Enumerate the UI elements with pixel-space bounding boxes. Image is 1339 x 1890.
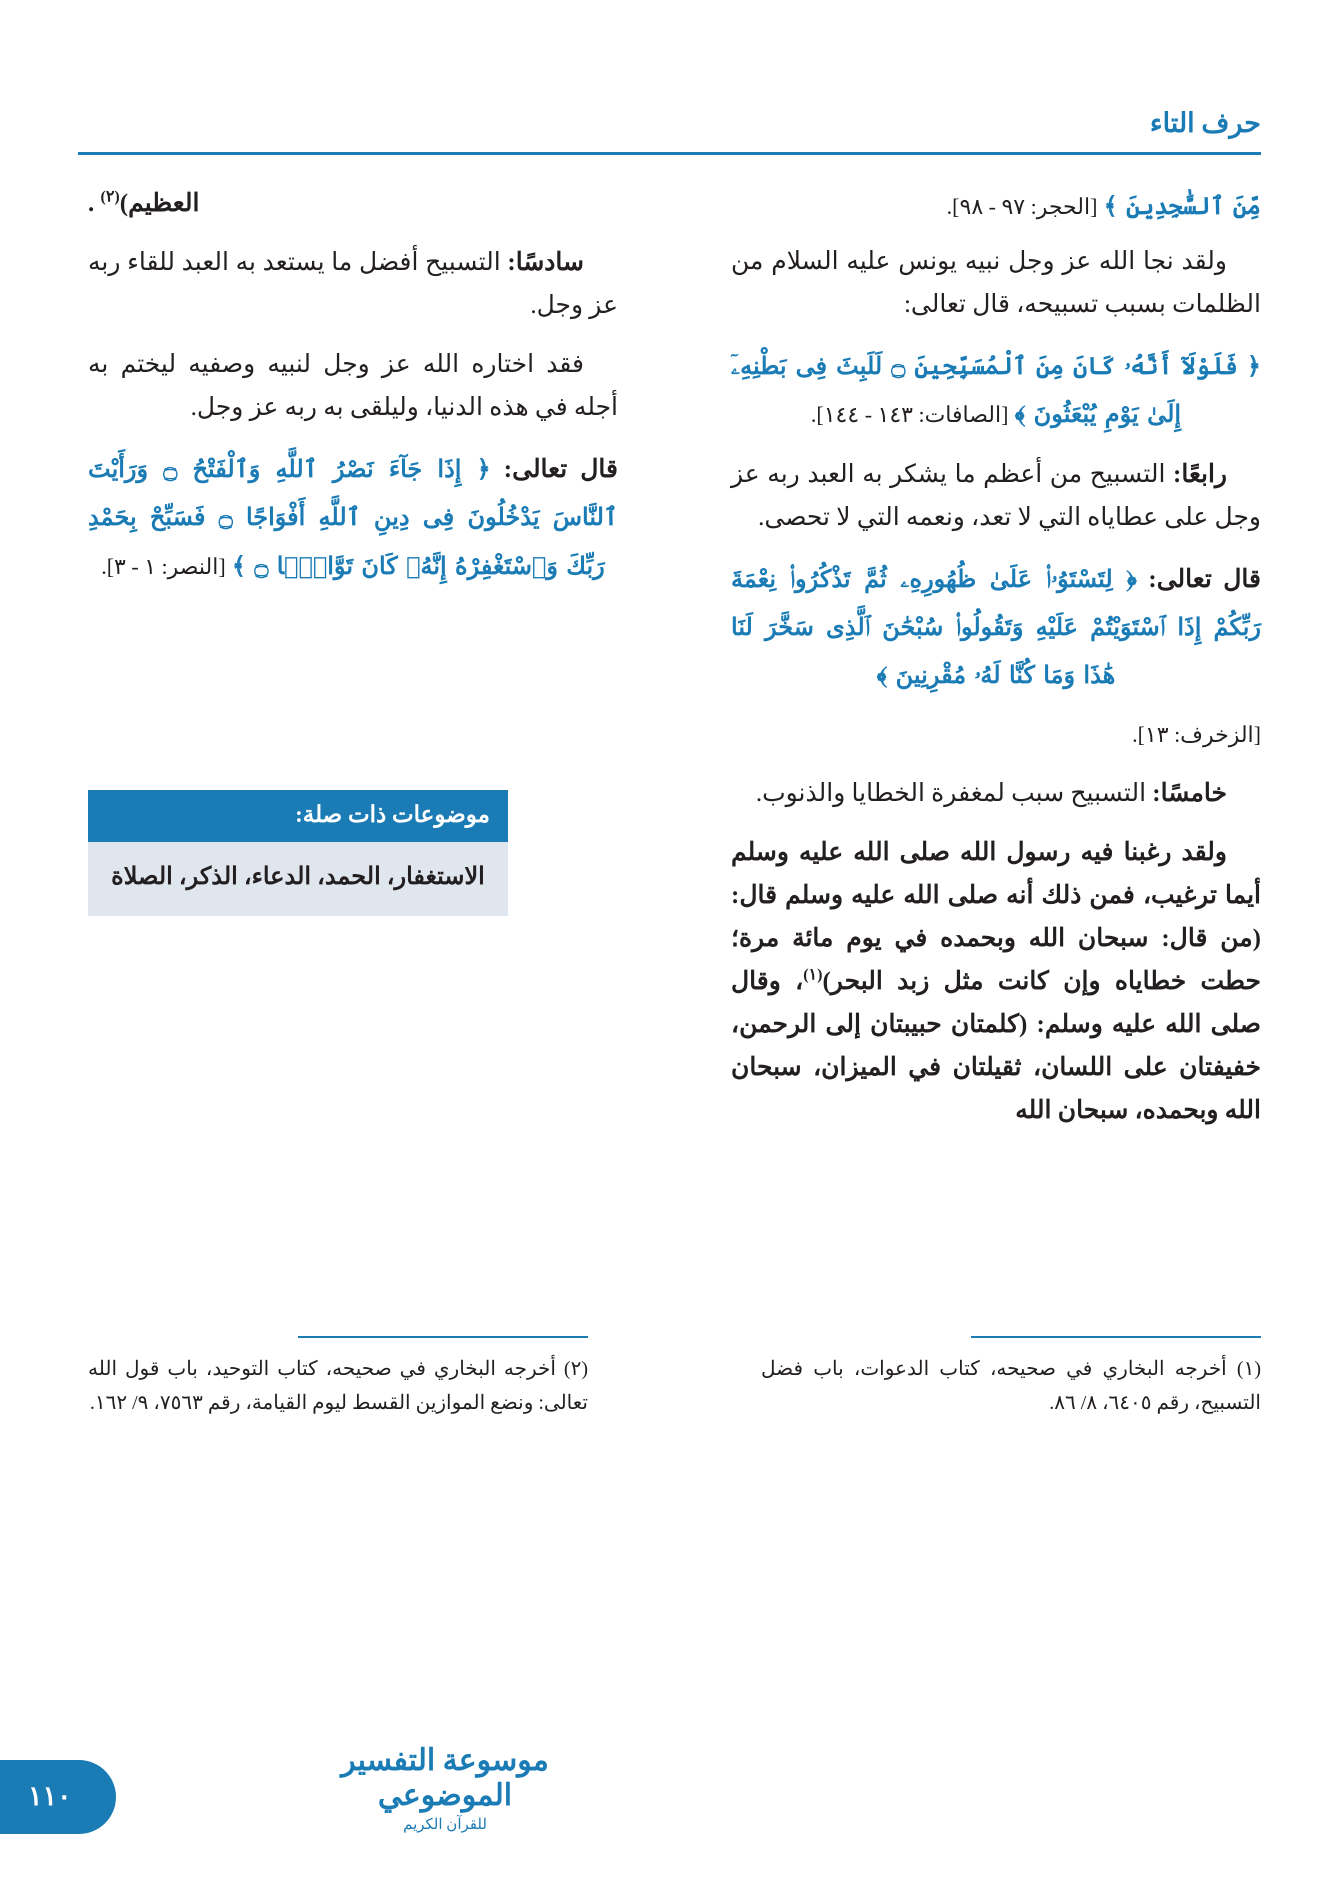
continuation-paragraph: [88, 182, 618, 225]
quran-text: ﴿ إِذَا جَآءَ نَصْرُ ٱللَّهِ وَٱلْفَتْحُ ۝ وَرَأَيْتَ ٱلنَّاسَ يَدْخُلُونَ فِى دِينِ ٱللَّهِ أَفْوَاجًا ۝ فَسَبِّحْ بِحَمْدِ رَبِّكَ وَٱسْتَغْفِرْهُ إِنَّهُۥ كَانَ تَوَّابًۢا ۝ ﴾: [88, 454, 618, 580]
paragraph: ولقد نجا الله عز وجل نبيه يونس عليه السلام من الظلمات بسبب تسبيحه، قال تعالى:: [731, 248, 1261, 318]
logo-subtitle: للقرآن الكريم: [403, 1817, 487, 1833]
related-topics-items[interactable]: الاستغفار، الحمد، الدعاء، الذكر، الصلاة: [88, 842, 508, 916]
quran-reference: [النصر: ١ - ٣].: [101, 553, 226, 579]
paragraph: [731, 453, 1261, 539]
body-columns: [78, 182, 1261, 1312]
hadith-text: ولقد رغبنا فيه رسول الله صلى الله عليه وسلم أيما ترغيب، فمن ذلك أنه صلى الله عليه وسلم قال: (من قال: سبحان الله وبحمده في يوم مائة مرة؛ حطت خطاياه وإن كانت مثل زبد البحر): [731, 839, 1262, 996]
continuation-tail: .: [88, 190, 101, 217]
hadith-paragraph: [731, 831, 1261, 1132]
header-title: حرف التاء: [1149, 108, 1261, 138]
paragraph-lead: سادسًا:: [507, 249, 584, 276]
quran-text: ﴿ فَلَوْلَآ أَنَّهُۥ كَانَ مِنَ ٱلْمُسَبِّحِينَ ۝ لَلَبِثَ فِى بَطْنِهِۦٓ إِلَىٰ يَوْمِ يُبْعَثُونَ ﴾: [731, 351, 1261, 429]
paragraph-text: التسبيح سبب لمغفرة الخطايا والذنوب.: [755, 780, 1153, 808]
header-divider: [78, 152, 1261, 155]
footnote-column-left: [88, 1336, 588, 1420]
paragraph-text: التسبيح من أعظم ما يشكر به العبد ربه عز وجل على عطاياه التي لا تعد، ونعمه التي لا تحصى.: [731, 460, 1261, 531]
quran-reference: [الصافات: ١٤٣ - ١٤٤].: [810, 402, 1009, 428]
paragraph: [88, 241, 618, 327]
footnote-text: (١) أخرجه البخاري في صحيحه، كتاب الدعوات، باب فضل التسبيح، رقم ٦٤٠٥، ٨/ ٨٦.: [761, 1358, 1261, 1414]
footnote-marker: (٢): [100, 188, 120, 206]
page-header: [78, 108, 1261, 168]
quran-reference: [الزخرف: ١٣].: [1132, 722, 1261, 748]
footnote-text: (٢) أخرجه البخاري في صحيحه، كتاب التوحيد، باب قول الله تعالى: ونضع الموازين القسط ليوم القيامة، رقم ٧٥٦٣، ٩/ ١٦٢.: [88, 1358, 588, 1414]
page-number: ١١٠: [28, 1781, 72, 1811]
quran-reference: [الحجر: ٩٧ - ٩٨].: [946, 194, 1098, 219]
quran-reference-line: [731, 713, 1261, 756]
footnote-column-right: [761, 1336, 1261, 1420]
quran-block: [731, 342, 1261, 439]
quran-block: [88, 445, 618, 590]
paragraph-text: التسبيح أفضل ما يستعد به العبد للقاء ربه عز وجل.: [88, 249, 618, 319]
footnote-marker: (١): [803, 966, 823, 984]
quran-text: ﴿ لِتَسْتَوُۥا۟ عَلَىٰ ظُهُورِهِۦ ثُمَّ تَذْكُرُوا۟ نِعْمَةَ رَبِّكُمْ إِذَا ٱسْتَوَيْتُمْ عَلَيْهِ وَتَقُولُوا۟ سُبْحَٰنَ ٱلَّذِى سَخَّرَ لَنَا هَٰذَا وَمَا كُنَّا لَهُۥ مُقْرِنِينَ ﴾: [731, 563, 1261, 689]
paragraph: فقد اختاره الله عز وجل لنبيه وصفيه ليختم به أجله في هذه الدنيا، وليلقى به ربه عز وجل.: [88, 351, 618, 421]
column-right: [731, 182, 1261, 1148]
continuation-text: العظيم): [119, 190, 200, 217]
footnote-divider: [971, 1336, 1261, 1338]
footnotes: [78, 1336, 1261, 1476]
related-topics-box: [88, 790, 508, 916]
paragraph: [731, 772, 1261, 815]
column-left: [88, 182, 618, 604]
paragraph-lead: قال تعالى:: [1148, 565, 1261, 593]
quran-text: مِّنَ ٱلسَّٰجِدِينَ ﴾: [1103, 191, 1261, 220]
paragraph-lead: رابعًا:: [1173, 460, 1227, 488]
paragraph-lead: خامسًا:: [1152, 780, 1227, 808]
logo-title: موسوعة التفسير الموضوعي: [341, 1744, 549, 1812]
related-topics-heading: موضوعات ذات صلة:: [88, 790, 508, 842]
quran-line: [731, 182, 1261, 230]
footnote-divider: [298, 1336, 588, 1338]
paragraph-lead: قال تعالى:: [503, 456, 619, 483]
hadith-tail: ، وقال صلى الله عليه وسلم: (كلمتان حبيبتان إلى الرحمن، خفيفتان على اللسان، ثقيلتان في الميزان، سبحان الله وبحمده، سبحان الله: [731, 968, 1261, 1125]
publisher-logo: [290, 1743, 600, 1834]
quran-block: [731, 555, 1261, 700]
